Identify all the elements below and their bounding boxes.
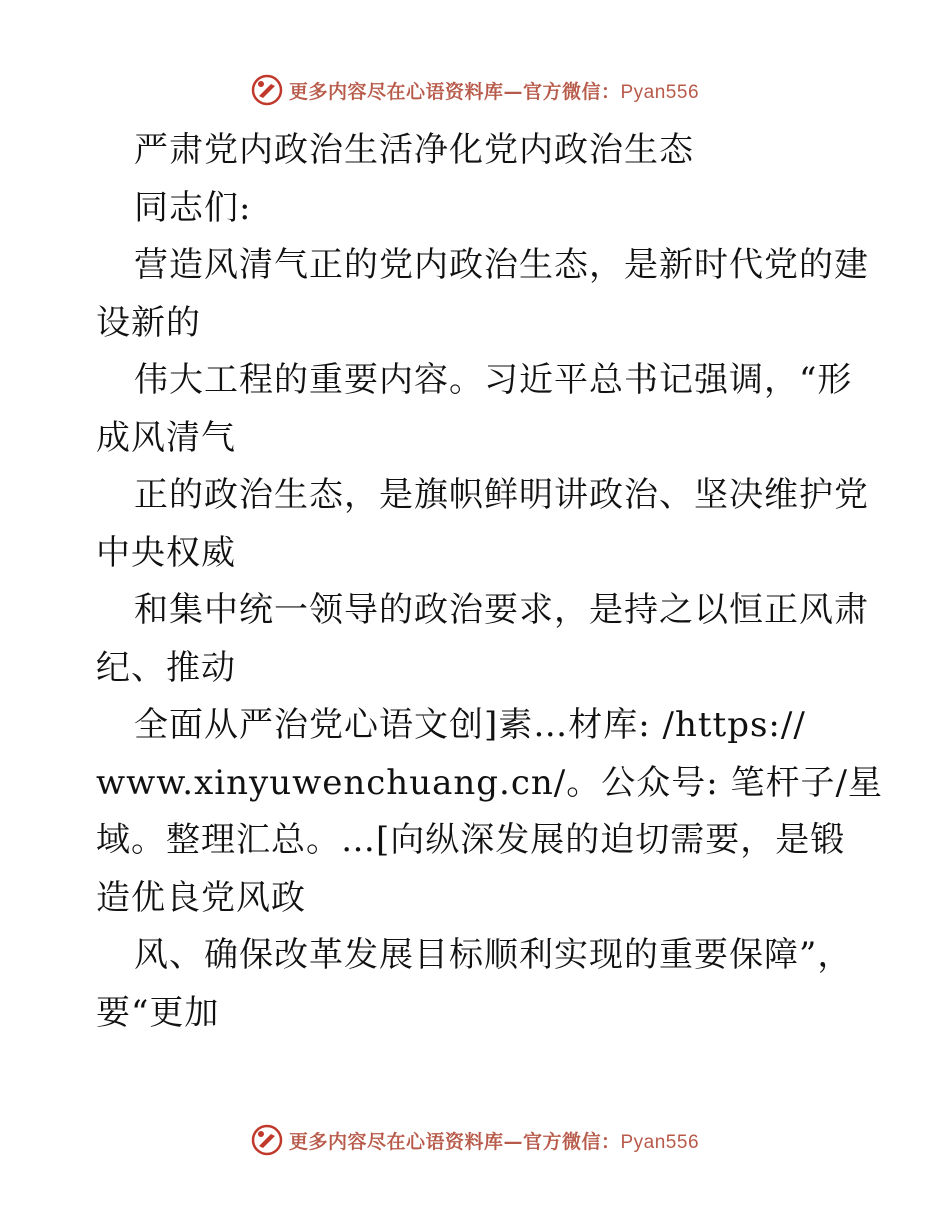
pen-logo-icon (251, 74, 283, 106)
footer-banner (0, 1120, 950, 1160)
text-line: 中央权威 (96, 532, 236, 573)
banner-wechat-id: Pyan556 (620, 1131, 700, 1153)
text-line: 风、确保改革发展目标顺利实现的重要保障”， (134, 935, 853, 975)
text-line: 造优良党风政 (96, 877, 306, 918)
banner-wechat-id: Pyan556 (620, 81, 700, 103)
header-banner (0, 70, 950, 110)
pen-logo-icon (251, 1124, 283, 1156)
banner-text: 更多内容尽在心语资料库—官方微信：Pyan556 (288, 80, 700, 103)
text-line: 设新的 (96, 302, 201, 343)
text-line: 域。整理汇总。…[向纵深发展的迫切需要，是锻 (96, 820, 846, 860)
banner-text: 更多内容尽在心语资料库—官方微信：Pyan556 (288, 1130, 700, 1153)
text-line: 成风清气 (96, 417, 236, 458)
text-line: www.xinyuwenchuang.cn/。公众号: 笔杆子/星 (96, 762, 883, 803)
text-line: 同志们: (134, 187, 252, 228)
text-line: 和集中统一领导的政治要求，是持之以恒正风肃 (134, 590, 869, 630)
text-line: 营造风清气正的党内政治生态，是新时代党的建 (134, 245, 869, 285)
text-line: 伟大工程的重要内容。习近平总书记强调，“形 (134, 360, 853, 400)
text-line: 正的政治生态，是旗帜鲜明讲政治、坚决维护党 (134, 475, 869, 515)
text-line: 纪、推动 (96, 647, 236, 688)
text-line: 全面从严治党心语文创]素…材库: /https:// (134, 705, 806, 745)
text-line: 严肃党内政治生活净化党内政治生态 (134, 130, 694, 170)
document-body (96, 122, 883, 1042)
text-line: 要“更加 (96, 992, 220, 1033)
